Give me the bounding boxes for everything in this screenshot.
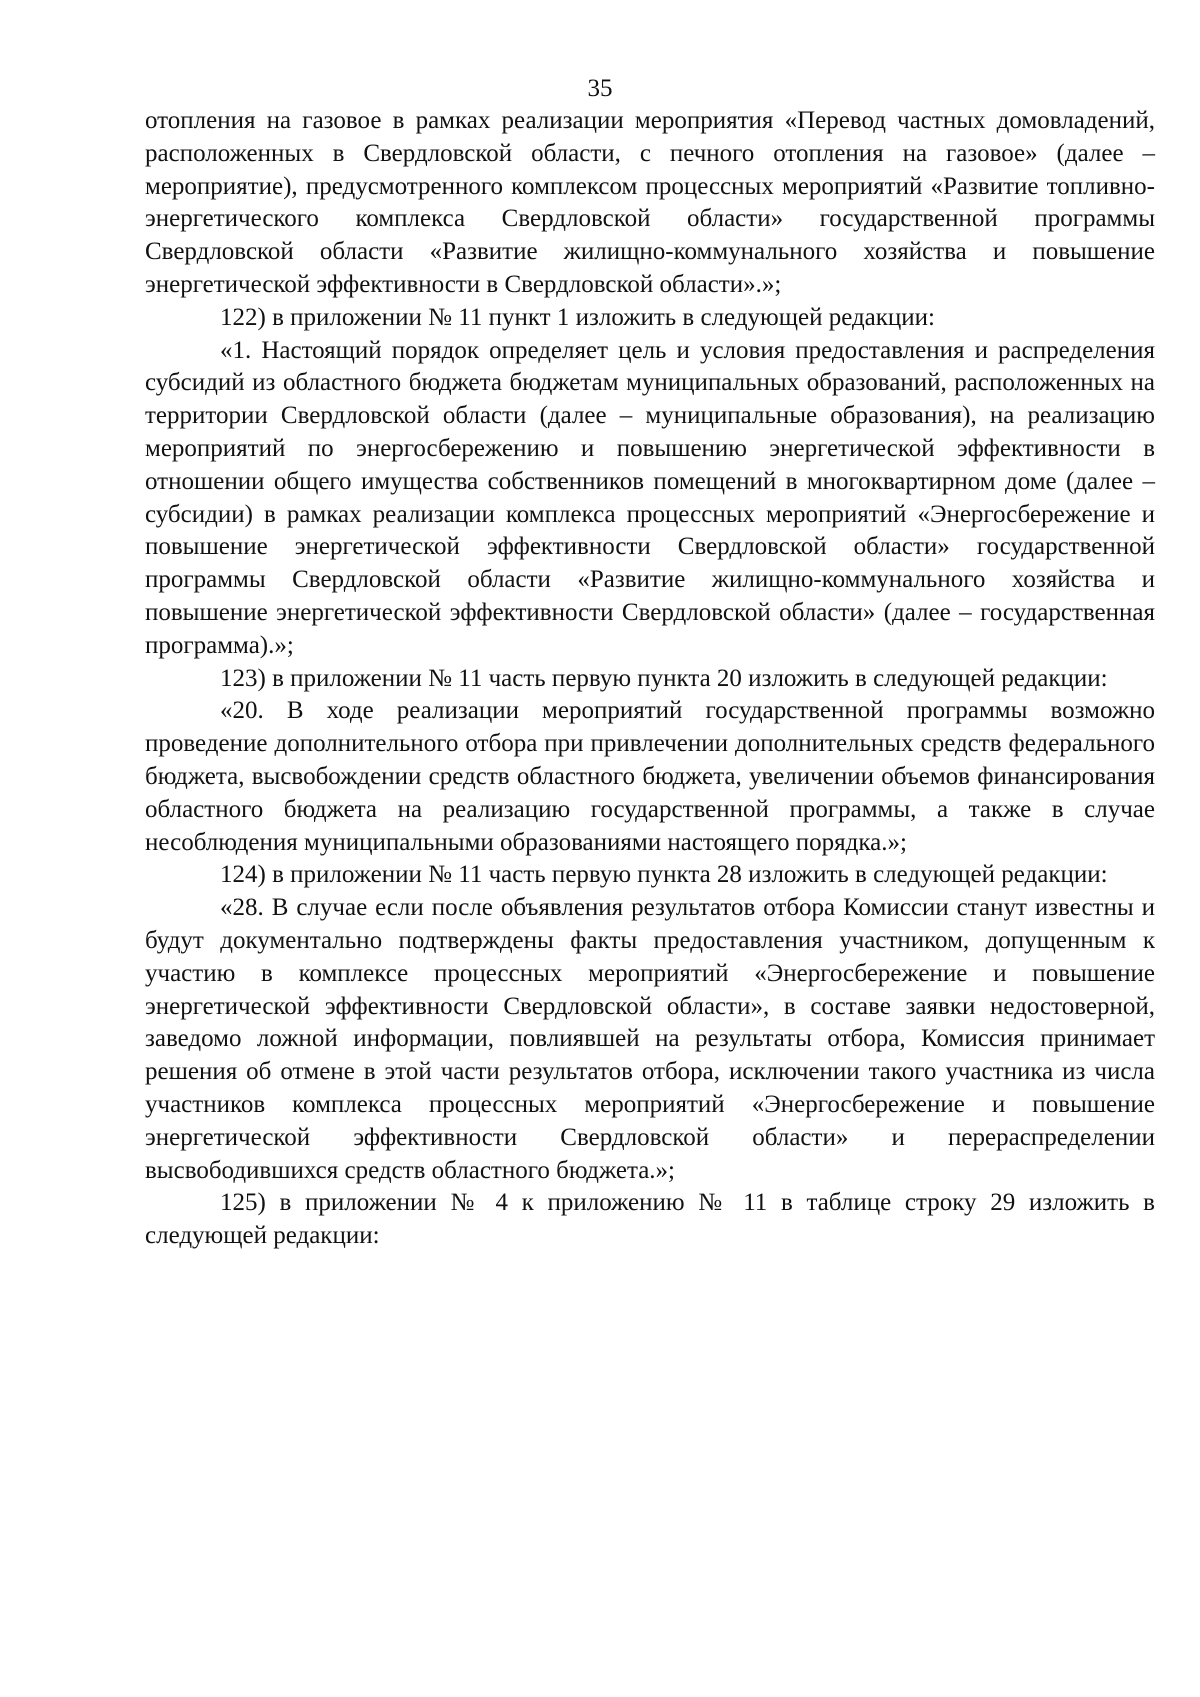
document-body <box>145 105 1155 1253</box>
paragraph-continuation: отопления на газовое в рамках реализации мероприятия «Перевод частных домовладений, расположенных в Свердловской области, с печного отопления на газовое» (далее – мероприятие), предусмотренного комплексом процессных мероприятий «Развитие топливно-энергетического комплекса Свердловской области» государственной программы Свердловской области «Развитие жилищно-коммунального хозяйства и повышение энергетической эффективности в Свердловской области».»; <box>145 107 1155 298</box>
paragraph-quote-point-28: «28. В случае если после объявления результатов отбора Комиссии станут известны и будут документально подтверждены факты предоставления участником, допущенным к участию в комплексе процессных мероприятий «Энергосбережение и повышение энергетической эффективности Свердловской области», в составе заявки недостоверной, заведомо ложной информации, повлиявшей на результаты отбора, Комиссия принимает решения об отмене в этой части результатов отбора, исключении такого участника из числа участников комплекса процессных мероприятий «Энергосбережение и повышение энергетической эффективности Свердловской области» и перераспределении высвободившихся средств областного бюджета.»; <box>145 894 1155 1184</box>
paragraph-quote-point-1: «1. Настоящий порядок определяет цель и условия предоставления и распределения субсидий из областного бюджета бюджетам муниципальных образований, расположенных на территории Свердловской области (далее – муниципальные образования), на реализацию мероприятий по энергосбережению и повышению энергетической эффективности в отношении общего имущества собственников помещений в многоквартирном доме (далее – субсидии) в рамках реализации комплекса процессных мероприятий «Энергосбережение и повышение энергетической эффективности Свердловской области» государственной программы Свердловской области «Развитие жилищно-коммунального хозяйства и повышение энергетической эффективности Свердловской области» (далее – государственная программа).»; <box>145 336 1155 659</box>
page-number: 35 <box>587 75 613 102</box>
paragraph-item-123: 123) в приложении № 11 часть первую пункта 20 изложить в следующей редакции: <box>220 664 1108 692</box>
paragraph-item-122: 122) в приложении № 11 пункт 1 изложить в следующей редакции: <box>220 303 936 331</box>
paragraph-quote-point-20: «20. В ходе реализации мероприятий государственной программы возможно проведение дополнительного отбора при привлечении дополнительных средств федерального бюджета, высвобождении средств областного бюджета, увеличении объемов финансирования областного бюджета на реализацию государственной программы, а также в случае несоблюдения муниципальными образованиями настоящего порядка.»; <box>145 697 1155 856</box>
paragraph-item-125: 125) в приложении № 4 к приложению № 11 в таблице строку 29 изложить в следующей редакции: <box>145 1189 1155 1250</box>
paragraph-item-124: 124) в приложении № 11 часть первую пункта 28 изложить в следующей редакции: <box>220 861 1108 889</box>
